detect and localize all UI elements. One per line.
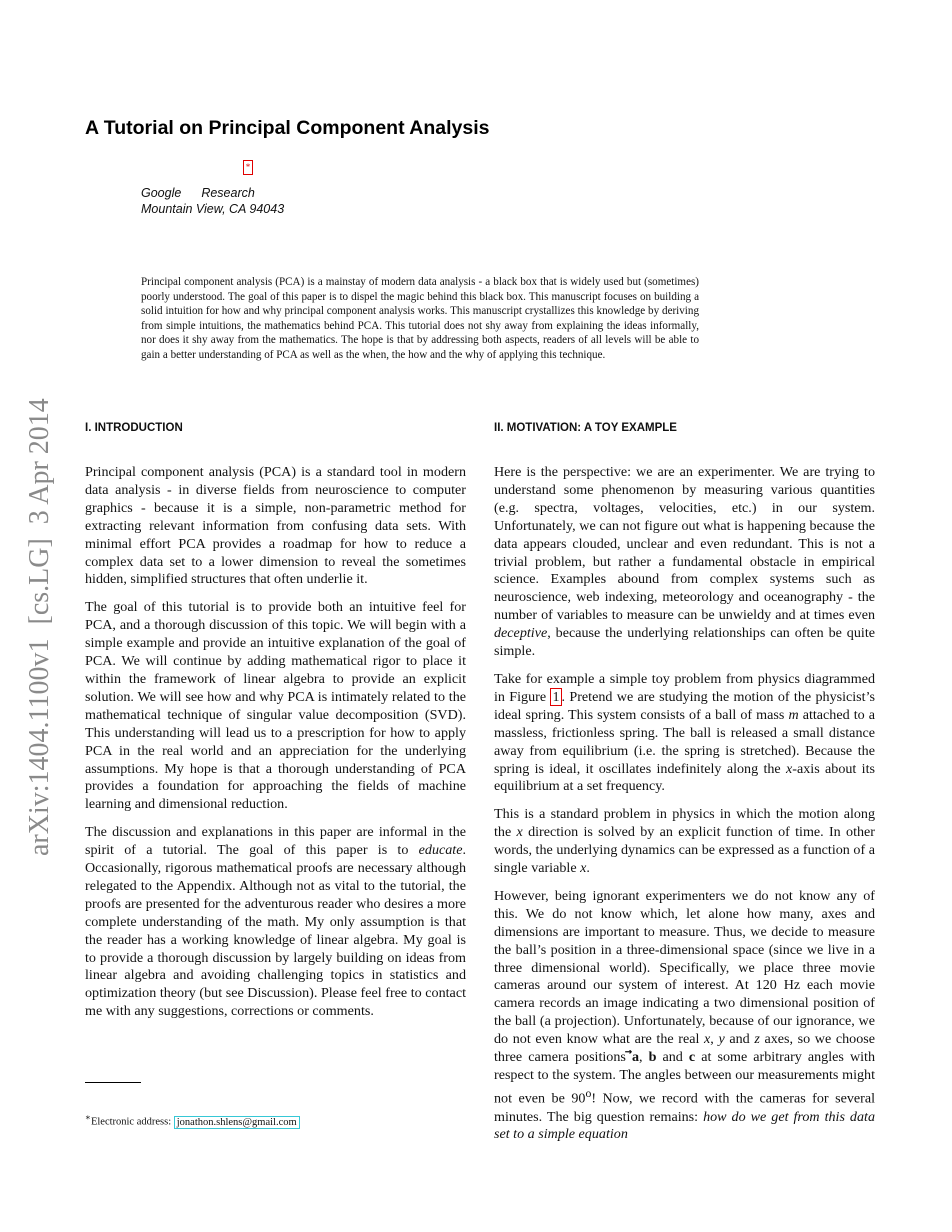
footnote: [85, 1110, 300, 1130]
section-heading-introduction: I. INTRODUCTION: [85, 422, 183, 434]
affiliation-org-part2: Research: [201, 186, 255, 200]
email-link[interactable]: jonathon.shlens@gmail.com: [174, 1116, 300, 1129]
affiliation-location: Mountain View, CA 94043: [141, 202, 285, 216]
paper-title: A Tutorial on Principal Component Analysis: [85, 117, 490, 139]
right-column: [494, 418, 875, 1154]
motivation-paragraph-1: Here is the perspective: we are an experimenter. We are trying to understand some phenomenon by measuring various quantities (e.g. spectra, voltages, velocities, etc.) in our system. Unfortunately, we can not figure out what is happening because the data appears clouded, unclear and even redundant. This is not a trivial problem, but rather a fundamental obstacle in empirical science. Examples abound from complex systems such as neuroscience, web indexing, meteorology and oceanography - the number of variables to measure can be unwieldy and at times even deceptive, because the underlying relationships can often be quite simple.: [494, 464, 875, 660]
footnote-marker: ∗: [85, 1112, 91, 1122]
emphasis-question: how do we get from this data set to a simple equation: [494, 1108, 875, 1143]
affiliation-org-part1: Google: [141, 186, 182, 200]
author-footnote-link[interactable]: *: [243, 160, 253, 175]
abstract: Principal component analysis (PCA) is a mainstay of modern data analysis - a black box that is widely used but (sometimes) poorly understood. The goal of this paper is to dispel the magic behind this black box. This manuscript focuses on building a solid intuition for how and why principal component analysis works. This manuscript crystallizes this knowledge by deriving from simple intuitions, the mathematics behind PCA. This tutorial does not shy away from explaining the ideas informally, nor does it shy away from the mathematics. The hope is that by addressing both aspects, readers of all levels will be able to gain a better understanding of PCA as well as the when, the how and the why of applying this technique.: [141, 276, 699, 361]
motivation-paragraph-2: Take for example a simple toy problem from physics diagrammed in Figure 1 . Pretend we are studying the motion of the physicist’s ideal spring. This system consists of a ball of mass m attached to a massless, frictionless spring. The ball is released a small distance away from equilibrium (i.e. the spring is stretched). Because the spring is ideal, it oscillates indefinitely along the x-axis about its equilibrium at a set frequency.: [494, 670, 875, 795]
footnote-rule: [85, 1082, 141, 1083]
motivation-paragraph-4: However, being ignorant experimenters we do not know any of this. We do not know which, let alone how many, axes and dimensions are important to measure. Thus, we decide to measure the ball’s position in a three-dimensional space (since we live in a three dimensional world). Specifically, we place three movie cameras around our system of interest. At 120 Hz each movie camera records an image indicating a two dimensional position of the ball (a projection). Unfortunately, because of our ignorance, we do not even know what are the real x, y and z axes, so we choose three camera positions a, b and c at some arbitrary angles with respect to the system. The angles between our measurements might not even be 90$^o$! Now, we record with the cameras for several minutes. The big question remains: how do we get from this data set to a simple equation: [494, 887, 876, 1143]
footnote-label: Electronic address:: [90, 1116, 174, 1128]
affiliation: [141, 185, 284, 217]
emphasis-educate: educate: [418, 842, 463, 859]
vector-b: b: [648, 1049, 657, 1066]
left-column: [85, 418, 466, 1031]
vector-c: c: [688, 1049, 696, 1066]
emphasis-deceptive: deceptive: [494, 625, 548, 642]
arxiv-stamp: [8, 340, 60, 860]
section-heading-motivation: II. MOTIVATION: A TOY EXAMPLE: [494, 422, 677, 434]
affiliation-org: [141, 185, 284, 201]
vector-a: a: [631, 1049, 639, 1066]
intro-paragraph-3: The discussion and explanations in this paper are informal in the spirit of a tutorial. The goal of this paper is to educate. Occasionally, rigorous mathematical proofs are necessary although relegated to the Appendix. Although not as vital to the tutorial, the proofs are presented for the adventurous reader who desires a more complete understanding of the math. My only assumption is that the reader has a working knowledge of linear algebra. My goal is to provide a thorough discussion by largely building on ideas from linear algebra and avoiding challenging topics in statistics and optimization theory (but see Discussion). Please feel free to contact me with any suggestions, corrections or comments.: [85, 824, 466, 1020]
figure-1-link[interactable]: 1: [552, 688, 560, 705]
arxiv-stamp-text: arXiv:1404.1100v1 [cs.LG] 3 Apr 2014: [24, 398, 55, 856]
intro-paragraph-2: The goal of this tutorial is to provide both an intuitive feel for PCA, and a thorough discussion of this topic. We will begin with a simple example and provide an intuitive explanation of the goal of PCA. We will continue by adding mathematical rigor to place it within the framework of linear algebra to provide an explicit solution. We will see how and why PCA is intimately related to the mathematical technique of singular value decomposition (SVD). This understanding will lead us to a prescription for how to apply PCA in the real world and an appreciation for the underlying assumptions. My hope is that a thorough understanding of PCA provides a foundation for approaching the fields of machine learning and dimensional reduction.: [85, 599, 466, 813]
intro-paragraph-1: Principal component analysis (PCA) is a standard tool in modern data analysis - in diverse fields from neuroscience to computer graphics - because it is a simple, non-parametric method for extracting relevant information from confusing data sets. With minimal effort PCA provides a roadmap for how to reduce a complex data set to a lower dimension to reveal the sometimes hidden, simplified structures that often underlie it.: [85, 464, 466, 588]
motivation-paragraph-3: This is a standard problem in physics in which the motion along the x direction is solved by an explicit function of time. In other words, the underlying dynamics can be expressed as a function of a single variable x.: [494, 806, 875, 877]
